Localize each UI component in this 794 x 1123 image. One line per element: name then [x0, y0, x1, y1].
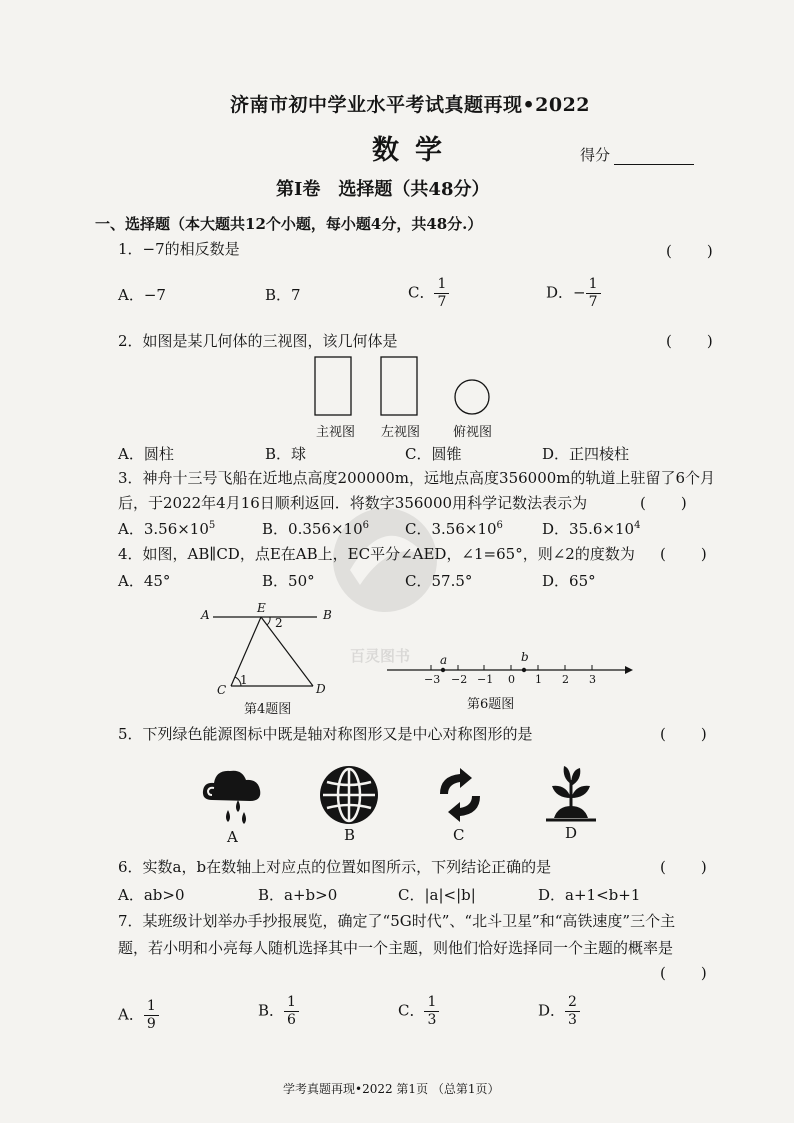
- rain-cloud-icon[interactable]: [198, 764, 268, 829]
- point-e-label: E: [257, 601, 266, 615]
- q1-option-a[interactable]: A．−7: [118, 286, 166, 304]
- q1-d-denominator: 7: [588, 294, 598, 310]
- q7-option-d[interactable]: D． $\frac{2}{3}$: [538, 994, 580, 1029]
- score-field[interactable]: [580, 144, 694, 165]
- q3-option-b[interactable]: B．$0.356\times 10^6$: [262, 520, 369, 538]
- publisher-watermark: 百灵图书: [350, 647, 411, 665]
- q3-option-a[interactable]: A．$3.56\times 10^5$: [118, 520, 216, 538]
- top-view-circle: [455, 380, 489, 414]
- tick-label: −3: [424, 673, 441, 686]
- top-view-caption: 俯视图: [453, 425, 493, 440]
- front-view-rectangle: [315, 357, 351, 415]
- q1-answer-paren[interactable]: ( ): [666, 242, 723, 260]
- q4-option-b[interactable]: B．50°: [262, 572, 315, 590]
- q6-figure-caption: 第6题图: [467, 697, 515, 712]
- point-a: [441, 668, 445, 672]
- segment-ed: [261, 617, 313, 686]
- tick-label: 1: [535, 673, 542, 686]
- number-line-ticks: [431, 665, 592, 670]
- point-a-label: A: [201, 608, 210, 622]
- q1-c-denominator: 7: [437, 294, 447, 310]
- q5-option-b-label[interactable]: B: [344, 826, 356, 844]
- tick-label: −2: [451, 673, 468, 686]
- q5-option-c-label[interactable]: C: [453, 826, 465, 844]
- q4-option-c[interactable]: C．57.5°: [405, 572, 473, 590]
- q4-stem: 4．如图，AB∥CD，点E在AB上，EC平分∠AED，∠1=65°，则∠2的度数为: [118, 545, 635, 563]
- number-line-b-label: b: [521, 650, 529, 664]
- q4-figure-caption: 第4题图: [244, 702, 292, 717]
- q1-d-numerator: 1: [586, 276, 601, 294]
- q7-option-b[interactable]: B． $\frac{1}{6}$: [258, 994, 299, 1029]
- q6-option-b[interactable]: B．a+b>0: [258, 886, 338, 904]
- q6-stem: 6．实数a，b在数轴上对应点的位置如图所示，下列结论正确的是: [118, 858, 552, 876]
- q6-option-c[interactable]: C．|a|<|b|: [398, 886, 476, 904]
- q2-stem: 2．如图是某几何体的三视图，该几何体是: [118, 332, 398, 350]
- side-view-rectangle: [381, 357, 417, 415]
- q2-option-c[interactable]: C．圆锥: [405, 445, 462, 463]
- tick-label: 0: [508, 673, 515, 686]
- point-c-label: C: [217, 683, 227, 697]
- q1-c-numerator: 1: [434, 276, 449, 294]
- globe-icon[interactable]: [318, 764, 380, 826]
- section-title: 一、选择题（本大题共12个小题，每小题4分，共48分.）: [95, 215, 483, 233]
- point-b-label: B: [323, 608, 332, 622]
- q4-answer-paren[interactable]: ( ): [660, 545, 717, 563]
- q3-option-d[interactable]: D．$35.6\times 10^4$: [542, 520, 641, 538]
- number-line-a-label: a: [440, 653, 448, 667]
- q6-option-a[interactable]: A．ab>0: [118, 886, 185, 904]
- exam-title: 济南市初中学业水平考试真题再现•2022: [230, 94, 591, 116]
- angle-1-label: 1: [240, 673, 248, 687]
- score-label: 得分: [580, 146, 611, 164]
- recycle-arrows-icon[interactable]: [428, 764, 492, 826]
- q7-option-c[interactable]: C． $\frac{1}{3}$: [398, 994, 439, 1029]
- angle-2-label: 2: [275, 616, 283, 630]
- q2-option-b[interactable]: B．球: [265, 445, 307, 463]
- q2-option-d[interactable]: D．正四棱柱: [542, 445, 630, 463]
- sprout-plant-icon[interactable]: [540, 764, 602, 826]
- q4-option-a[interactable]: A．45°: [118, 572, 171, 590]
- q7-stem-line1: 7．某班级计划举办手抄报展览，确定了“5G时代”、“北斗卫星”和“高铁速度”三个主: [118, 912, 676, 930]
- volume-title: 第Ⅰ卷 选择题（共48分）: [276, 179, 490, 200]
- q2-option-a[interactable]: A．圆柱: [118, 445, 174, 463]
- q5-answer-paren[interactable]: ( ): [660, 725, 717, 743]
- q3-stem-line2: 后，于2022年4月16日顺利返回．将数字356000用科学记数法表示为: [118, 494, 588, 512]
- q7-option-a[interactable]: A． $\frac{1}{9}$: [118, 998, 159, 1033]
- number-line-arrow: [625, 666, 633, 674]
- q4-option-d[interactable]: D．65°: [542, 572, 596, 590]
- point-d-label: D: [316, 682, 326, 696]
- q1-option-d[interactable]: D．− $\frac{1}{7}$: [546, 276, 601, 311]
- q6-answer-paren[interactable]: ( ): [660, 858, 717, 876]
- q3-answer-paren[interactable]: ( ): [640, 494, 697, 512]
- q3-option-c[interactable]: C．$3.56\times 10^6$: [405, 520, 503, 538]
- q5-stem: 5．下列绿色能源图标中既是轴对称图形又是中心对称图形的是: [118, 725, 533, 743]
- q7-answer-paren[interactable]: ( ): [660, 964, 717, 982]
- q5-option-d-label[interactable]: D: [565, 824, 578, 842]
- tick-label: 2: [562, 673, 569, 686]
- q3-stem-line1: 3．神舟十三号飞船在近地点高度200000m，远地点高度356000m的轨道上驻留了6个月: [118, 469, 716, 487]
- score-blank[interactable]: [614, 148, 694, 165]
- subject-title: 数学: [372, 135, 458, 166]
- q1-stem: 1．−7的相反数是: [118, 240, 240, 258]
- tick-label: −1: [477, 673, 494, 686]
- point-b: [522, 668, 526, 672]
- q7-stem-line2: 题，若小明和小亮每人随机选择其中一个主题，则他们恰好选择同一个主题的概率是: [118, 939, 674, 957]
- q2-three-views-figure: [310, 355, 510, 420]
- front-view-caption: 主视图: [316, 425, 356, 440]
- q5-option-a-label[interactable]: A: [227, 828, 238, 846]
- q2-answer-paren[interactable]: ( ): [666, 332, 723, 350]
- q1-option-c[interactable]: C． $\frac{1}{7}$: [408, 276, 449, 311]
- q6-option-d[interactable]: D．a+1<b+1: [538, 886, 641, 904]
- q1-option-b[interactable]: B．7: [265, 286, 301, 304]
- side-view-caption: 左视图: [381, 425, 421, 440]
- page-footer: 学考真题再现•2022 第1页 （总第1页）: [283, 1082, 500, 1096]
- angle-2-arc: [267, 617, 270, 625]
- tick-label: 3: [589, 673, 596, 686]
